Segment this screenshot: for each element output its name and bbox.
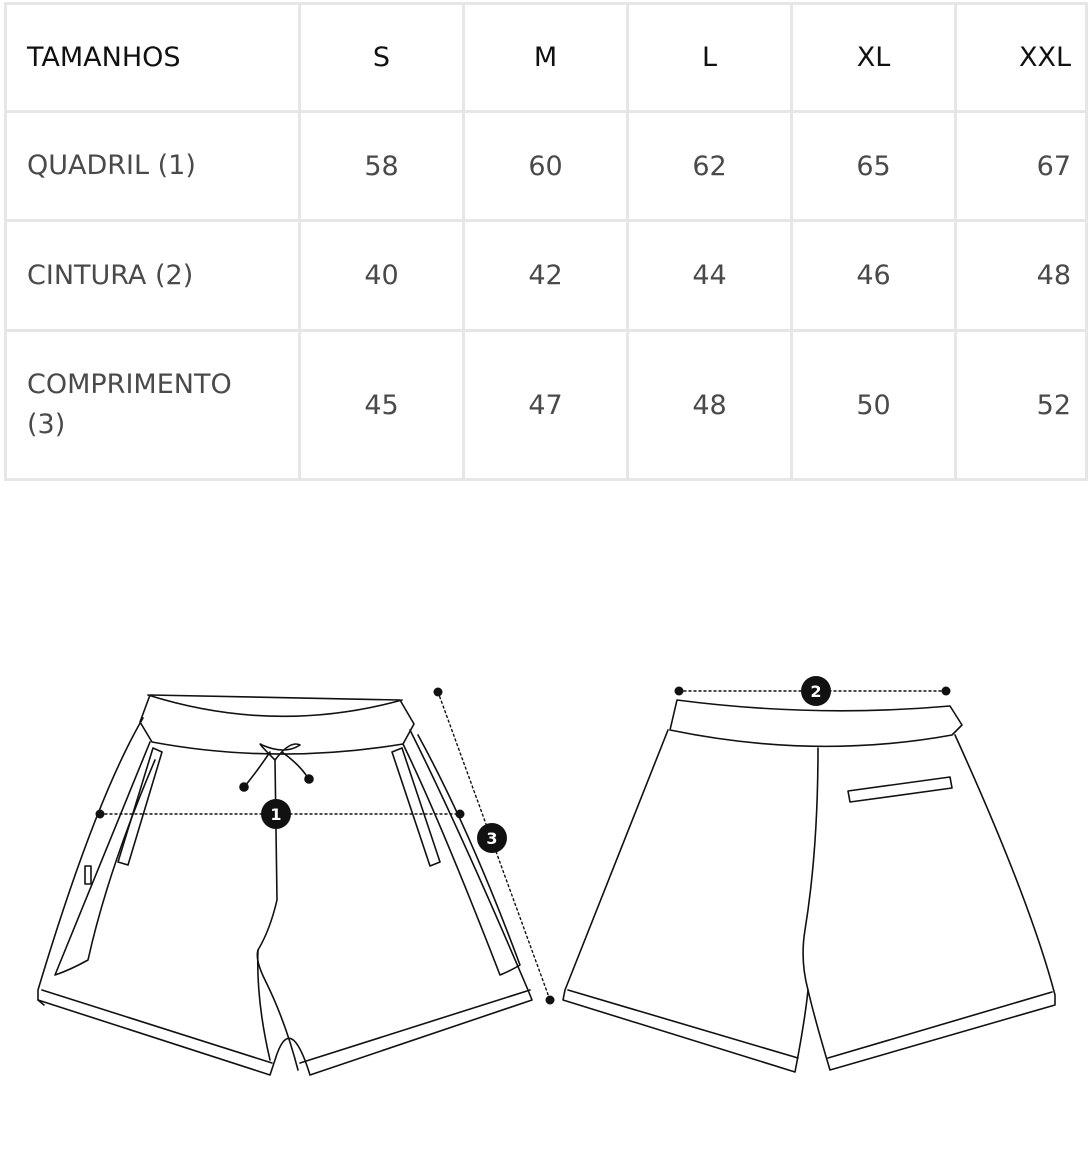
length-start-dot	[434, 688, 443, 697]
row-label-length: COMPRIMENTO (3)	[6, 331, 300, 480]
waist-end-dot	[942, 687, 951, 696]
shorts-back-icon	[563, 700, 1055, 1072]
table-cell: 48	[628, 331, 792, 480]
shorts-measurement-illustration	[0, 660, 1089, 1100]
table-cell: 40	[300, 221, 464, 331]
table-row	[6, 112, 1087, 221]
table-cell: 65	[792, 112, 956, 221]
table-cell: 48	[956, 221, 1087, 331]
table-cell: 47	[464, 331, 628, 480]
table-cell: 67	[956, 112, 1087, 221]
hip-marker-label: 1	[270, 805, 282, 824]
waist-marker-label: 2	[810, 682, 822, 701]
table-cell: 60	[464, 112, 628, 221]
hip-start-dot	[96, 810, 105, 819]
table-header-row	[6, 4, 1087, 112]
table-cell: 58	[300, 112, 464, 221]
table-cell: 50	[792, 331, 956, 480]
header-label: TAMANHOS	[6, 4, 300, 112]
row-label-waist: CINTURA (2)	[6, 221, 300, 331]
header-size-l: L	[628, 4, 792, 112]
waist-start-dot	[675, 687, 684, 696]
table-cell: 46	[792, 221, 956, 331]
row-label-hip: QUADRIL (1)	[6, 112, 300, 221]
size-chart-table	[4, 2, 1088, 481]
table-row	[6, 331, 1087, 480]
table-cell: 52	[956, 331, 1087, 480]
shorts-front-icon	[38, 695, 532, 1075]
hip-end-dot	[456, 810, 465, 819]
header-size-xl: XL	[792, 4, 956, 112]
table-cell: 62	[628, 112, 792, 221]
table-row	[6, 221, 1087, 331]
table-cell: 42	[464, 221, 628, 331]
table-cell: 44	[628, 221, 792, 331]
header-size-xxl: XXL	[956, 4, 1087, 112]
length-marker-label: 3	[486, 829, 498, 848]
header-size-m: M	[464, 4, 628, 112]
length-end-dot	[546, 996, 555, 1005]
table-cell: 45	[300, 331, 464, 480]
header-size-s: S	[300, 4, 464, 112]
